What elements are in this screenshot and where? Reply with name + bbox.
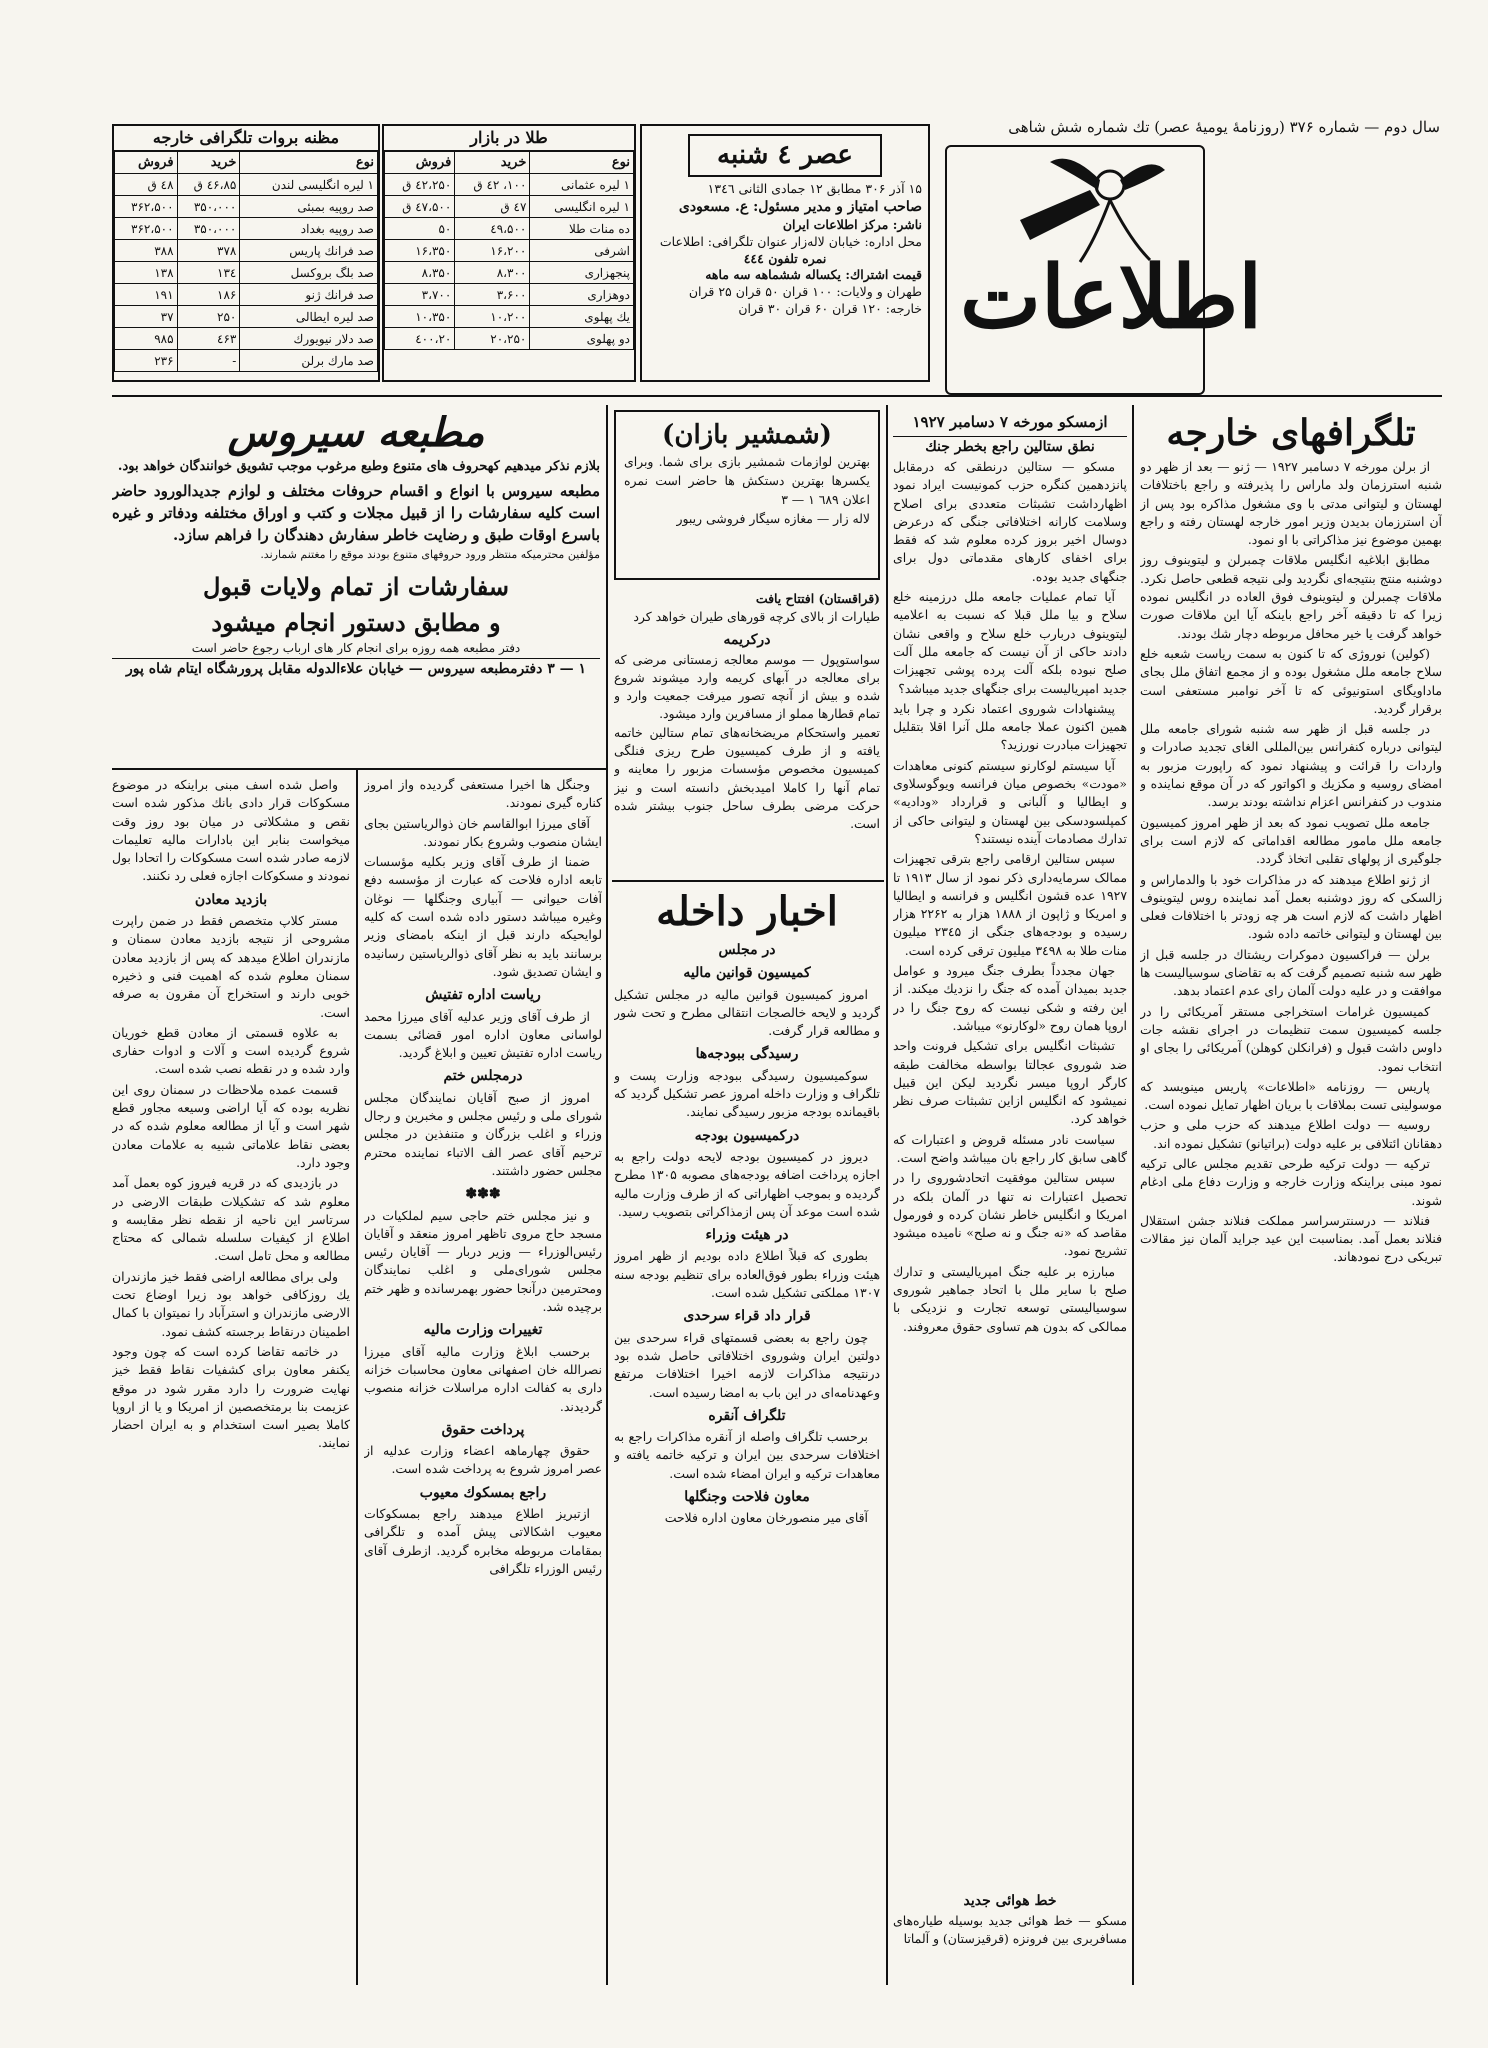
- column-divider: [1132, 405, 1134, 1985]
- gold-header: فروش: [385, 152, 455, 174]
- article-paragraph: از طرف آقای وزیر عدلیه آقای میرزا محمد لواسانی معاون اداره امور قضائی بسمت ریاست اداره تفتیش تعیین و ابلاغ گردید.: [364, 1008, 602, 1061]
- sirus-orders-line: سفارشات از تمام ولایات قبول: [203, 571, 509, 601]
- article-paragraph: ازتبریز اطلاع میدهند راجع بمسکوکات معیوب اشکالاتی پیش آمده و تلگرافی بمقامات مربوطه مخابره گردید. ازطرف آقای رئیس الوزراء تلگرافی: [364, 1505, 602, 1576]
- section-heading: بازدید معادن: [194, 891, 268, 908]
- issue-info-box: [640, 124, 930, 382]
- article-paragraph: مستر کلاپ متخصص فقط در ضمن راپرت مشروحی از نتیجه بازدید معادن سمنان و مازندران اطلاع میدهد که پس از بازدید معادن سمنان معلوم شده که اهمیت فنی و ذخیره خوبی دارند و استخراج آن مقرون به صرفه است.: [112, 913, 350, 1020]
- article-paragraph: روسیه — دولت اطلاع میدهند که حزب ملی و حزب دهقانان ائتلافی بر علیه دولت (براتیانو) تشکیل نموده اند.: [1140, 1117, 1442, 1151]
- article-paragraph: ترکیه — دولت ترکیه طرحی تقدیم مجلس عالی ترکیه نمود مبنی براینکه وزارت خارجه و وزارت دفاع ملی ادغام شوند.: [1140, 1155, 1442, 1208]
- article-paragraph: واصل شده اسف مبنی براینکه در موضوع مسکوکات قرار دادی بانك مذکور شده است نقص و مشکلاتی در میان بود روز وقت میخواست بنابر این بادارات مالیه تعلیمات لازمه صادر شده است مسکوکات را اتحادا بول نمودند و مسکوکات اجازه فعلی رد نکنند.: [112, 777, 350, 884]
- article-paragraph: فنلاند — درسنترسراسر مملکت فنلاند جشن استقلال فنلاند بعمل آمد. بمناسبت این عید جراید آلمان نیز مقالات تبریکی درج نمودهاند.: [1140, 1212, 1442, 1265]
- crimea-subheading: درکریمه: [723, 631, 771, 648]
- article-paragraph: در جلسه قبل از ظهر سه شنبه شورای جامعه ملل لیتوانی درباره کنفرانس بین‌المللی الغای تجدید صادرات و واردات را قرائت و پیشنهاد نمود که راپورت مزبور به امضای روسیه و مکزیك و اکواتور که در آن موقع نماینده و مندوب در کنفرانس اعزام نداشته بودند برسد.: [1140, 721, 1442, 810]
- exchange-rates-title: مظنه بروات تلگرافی خارجه: [114, 126, 378, 151]
- sirus-title: مطبعه سیروس: [227, 409, 485, 456]
- fencing-advert-text: بهترین لوازمات شمشیر بازی برای شما. وبرای یکسرها بهترین دستکش ها حاضر است نمره اعلان ٦٨٩ ۱ — ۳: [624, 454, 870, 507]
- gold-header: نوع: [530, 152, 634, 174]
- article-paragraph: به علاوه قسمتی از معادن قطع خوریان شروع گردیده است و آلات و ادوات حفاری وارد شده و در نقطه نصب شده است.: [112, 1024, 350, 1077]
- article-paragraph: کمیسیون غرامات استخراجی مستقر آمریکائی را در جلسه کمیسیون سمت تنظیمات در اجرای نقشه جات داوس داشت قبول و (فرانکلن کوهلن) آمریکائی را بجای او انتخاب نمود.: [1140, 1003, 1442, 1074]
- phone-line: نمره تلفون ٤٤٤: [743, 250, 827, 266]
- sirus-intro: بلازم نذکر میدهیم کهحروف های متنوع وطبع مرغوب موجب تشویق خوانندگان خواهد بود.: [117, 459, 600, 474]
- table-row: ۱ لیره عثمانی ۱۰۰، ٤۲ ق ٤۲،۲۵۰ ق: [385, 174, 634, 196]
- table-row: ۱ لیره انگلیسی لندن ٤۶،۸۵ ق ٤۸ ق: [115, 174, 378, 196]
- table-row: ده منات طلا ٤۹،۵۰۰ ۵۰: [385, 218, 634, 240]
- fencing-advert-address: لاله زار — مغازه سیگار فروشی ریبور: [676, 511, 870, 526]
- article-paragraph: جامعه ملل تصویب نمود که بعد از ظهر امروز کمیسیون جامعه ملل مامور مطالعه اقداماتی که لازم است برای جلوگیری از پولهای تقلبی اتخاذ گردد.: [1140, 814, 1442, 867]
- article-paragraph: در خاتمه تقاضا کرده است که چون وجود یکنفر معاون برای کشفیات نقاط فقط خیز نهایت ضرورت را دارد مقرر شود در موقع عزیمت بنا برمتخصصین از امریکا و یا از اروپا کاملا بصیر است استخدام و به ایران احضار نمایند.: [112, 1343, 350, 1451]
- subscription-foreign: خارجه: ۱۲۰ قران ۶۰ قران ۳۰ قران: [738, 301, 922, 317]
- section-divider: [112, 768, 606, 770]
- address-line: محل اداره: خیابان لاله‌زار عنوان تلگرافی: اطلاعات: [659, 233, 922, 249]
- article-paragraph: امروز از صبح آقایان نمایندگان مجلس شورای ملی و رئیس مجلس و مخبرین و رجال وزراء و اغلب بزرگان و متنفذین در مجلس ترحیم آقای عصر الف الاتباء نماینده محترم مجلس حضور داشتند.: [364, 1089, 602, 1178]
- sirus-office-note: دفتر مطبعه همه روزه برای انجام کار های ارباب رجوع حاضر است: [191, 640, 521, 655]
- issue-day: عصر ٤ شنبه: [688, 134, 882, 177]
- exchange-rates-box: [112, 124, 380, 382]
- table-row: صد روپیه بمبئی ۳۵۰،۰۰۰ ۳۶۲،۵۰۰: [115, 196, 378, 218]
- article-paragraph: حقوق چهارماهه اعضاء وزارت عدلیه از عصر امروز شروع به پرداخت شده است.: [364, 1443, 602, 1477]
- table-row: صد فرانك پاریس ۳۷۸ ۳۸۸: [115, 240, 378, 262]
- gold-prices-title: طلا در بازار: [384, 126, 634, 151]
- moscow-column: [893, 408, 1127, 1983]
- foreign-telegrams-title: تلگرافهای خارجه: [1166, 412, 1416, 454]
- table-row: پنجهزاری ۸،۳۰۰ ۸،۳۵۰: [385, 262, 634, 284]
- article-paragraph: از ژنو اطلاع میدهند که در مذاکرات خود با والدماراس و زالسکی که روز دوشنبه بعمل آمد نماینده روس لیتوینوف اظهار داشت که لازم است هر چه زودتر با اختلافات فعلی بین لهستان و لیتوانی خاتمه داده شود.: [1140, 871, 1442, 942]
- section-heading: در مجلس: [718, 942, 776, 958]
- article-paragraph: مبارزه بر علیه جنگ امپریالیستی و تدارك صلح با سایر ملل با اتحاد جماهیر شوروی سوسیالیستی توسعه تجارت و نزدیکی با ممالکی که بدون هم تساوی حقوق معروفند.: [893, 1263, 1127, 1334]
- fencing-advert-box: [614, 410, 880, 580]
- publisher-line: صاحب امتیاز و مدیر مسئول: ع. مسعودی: [678, 198, 922, 215]
- article-paragraph: در بازدیدی که در قریه فیروز کوه بعمل آمد معلوم شد که تشکیلات طبقات الارضی در سرتاسر این ناحیه از نقطه نظر مقایسه و اطلاع از کیفیات سلسله شمالی که محتاج مطالعه و محل تامل است.: [112, 1175, 350, 1264]
- section-heading: درکمیسیون بودجه: [694, 1127, 800, 1144]
- column-divider: [356, 770, 358, 1985]
- section-heading: در هیئت وزراء: [705, 1227, 789, 1244]
- news-line: سواستوپول — موسم معالجه زمستانی مرضی که برای معالجه در آبهای کریمه وارد میشوند شروع شده و بیش از آنچه تصور میرفت جمعیت وارد و تمام قطارها مملو از مسافرین وارد میشود.: [614, 651, 880, 722]
- section-heading: ✽✽✽: [465, 1186, 501, 1203]
- mines-news-column: [112, 776, 350, 1981]
- article-paragraph: سیاست نادر مسئله قروض و اعتبارات که گاهی سابق کار راجع بان میباشد واضح است.: [893, 1131, 1127, 1165]
- news-line: تعمیر واستحکام مریضخانه‌های تمام ستالین خاتمه یافته و از طرف کمیسیون طرح ریزی فنلگی کمیسیون مخصوص مؤسسات مزبور را معاینه و تمام آنها را کاملا امیدبخش دانسته است و نیز حرکت مرضی بطرف ساحل جنوب بیشتر شده است.: [614, 724, 880, 832]
- article-paragraph: ولی برای مطالعه اراضی فقط خیز مازندران یك روزکافی خواهد بود زیرا اوضاع تحت الارضی مازندران و استرآباد را نمیتوان با کمال اطمینان درنقاط برجسته کشف نمود.: [112, 1268, 350, 1339]
- article-paragraph: مطابق ابلاغیه انگلیس ملاقات چمبرلن و لیتوینوف روز دوشنبه منتج بنتیجه‌ای نگردید ولی نتیجه قطعی حاصل نکرد. ملاقات چمبرلن و لیتوینوف فوق العاده در انگلیس نموده زیرا که تا دقیقه آخر راجع باینکه آیا این ملاقات صورت خواهد گرفت یا خیر محافل مربوطه دچار شك بودند.: [1140, 552, 1442, 641]
- foreign-telegrams-column: [1140, 408, 1442, 1983]
- article-paragraph: آیا تمام عملیات جامعه ملل درزمینه خلع سلاح و بیا ملل قبلا که نسبت به اعلامیه لیتوینوف دربارب خلع سلاح و واقعی نشان دادند حاکی از آن نیست که جامعه ملل آلت صلح نبوده بلکه آلت پرده پوشی تجهیزات جدید امپریالیست برای جنگهای جدید میباشد؟: [893, 589, 1127, 696]
- ministry-news-column: [364, 776, 602, 1981]
- article-paragraph: سپس ستالین ارقامی راجع بترقی تجهیزات ممالک سرمایه‌داری ذکر نمود از سال ۱۹۱۳ تا ۱۹۲۷ عده قشون انگلیس و فرانسه و ایطالیا و امریکا و ژاپون از ۱۸۸۸ هزار به ۲۲۶۲ هزار رسیده و بودجه‌های جنگی از ۲۳٤۵ میلیون منات طلا به ۳٤۹۸ میلیون ترقی کرده است.: [893, 851, 1127, 958]
- foreign-telegrams-body: [1140, 458, 1442, 1978]
- article-paragraph: وجنگل ها اخیرا مستعفی گردیده واز امروز کناره گیری نمودند.: [364, 777, 602, 811]
- sirus-orders-line: و مطابق دستور انجام میشود: [211, 607, 501, 637]
- section-heading: قرار داد قراء سرحدی: [683, 1308, 811, 1325]
- section-heading: پرداخت حقوق: [441, 1421, 525, 1438]
- article-paragraph: امروز کمیسیون قوانین مالیه در مجلس تشکیل گردید و لایحه خالصجات انتقالی مطرح و تحت شور و مطالعه قرار گرفت.: [614, 986, 880, 1039]
- section-divider: [612, 880, 884, 882]
- fencing-advert-title: (شمشیر بازان): [662, 420, 832, 450]
- subscription-title: قیمت اشتراك: یکساله ششماهه سه ماهه: [705, 267, 922, 283]
- table-row: صد فرانك ژنو ۱۸۶ ۱۹۱: [115, 284, 378, 306]
- sirus-address: ۱ — ۳ دفترمطبعه سیروس — خیابان علاءالدوله مقابل پرورشگاه ایتام شاه پور: [112, 658, 600, 677]
- table-row: صد لیره ایطالی ۲۵۰ ۳۷: [115, 306, 378, 328]
- exchange-rates-table: [114, 151, 378, 372]
- article-paragraph: چون راجع به بعضی قسمتهای قراء سرحدی بین دولتین ایران وشوروی اختلافاتی حاصل شده بود درنتیجه مذاکرات لازمه اخیرا اختلافات مرتفع وعهدنامه‌ای در این باب به امضا رسیده است.: [614, 1329, 880, 1400]
- ministry-news-body: [364, 776, 602, 1976]
- moscow-headline: نطق ستالین راجع بخطر جنك: [893, 436, 1127, 455]
- article-paragraph: بطوری که قبلاً اطلاع داده بودیم از ظهر امروز هیئت وزراء بطور فوق‌العاده برای تنظیم بودجه سنه ۱۳۰۷ مملکتی تشکیل شده است.: [614, 1248, 880, 1301]
- section-heading: تلگراف آنقره: [708, 1407, 786, 1424]
- masthead-divider: [112, 395, 1442, 397]
- gold-prices-table: [384, 151, 634, 350]
- section-heading: رسیدگی ببودجه‌ها: [695, 1046, 799, 1063]
- section-heading: معاون فلاحت وجنگلها: [684, 1489, 810, 1506]
- article-paragraph: آقای میر منصورخان معاون اداره فلاحت: [664, 1510, 868, 1526]
- table-row: یك پهلوی ۱۰،۲۰۰ ۱۰،۳۵۰: [385, 306, 634, 328]
- table-row: اشرفی ۱۶،۲۰۰ ۱۶،۳۵۰: [385, 240, 634, 262]
- organization-line: ناشر: مرکز اطلاعات ایران: [782, 216, 922, 232]
- article-paragraph: قسمت عمده ملاحظات در سمنان روی این نظریه بوده که آیا اراضی وسیعه مجاور قطع شهر است و آیا از مطالعه معلوم شده که در بعضی نقاط علاماتی شبیه به علامات معادن وجود دارد.: [112, 1081, 350, 1170]
- air-line-headline: خط هوائی جدید: [963, 1893, 1057, 1909]
- table-row: صد مارك برلن - ۲۳۶: [115, 350, 378, 372]
- moscow-dateline: ازمسکو مورخه ۷ دسامبر ۱۹۲۷: [912, 413, 1108, 431]
- article-paragraph: جهان مجدداً بطرف جنگ میرود و عوامل جدید بمیدان آمده که جنگ را نزدیك میکند. از این رفته و شکی نیست که روح جنگ را در اروپا همان روح «لوکارنو» میباشد.: [893, 963, 1127, 1033]
- article-paragraph: پیشنهادات شوروی اعتماد نکرد و چرا باید همین اکنون عملا جامعه ملل آنرا اقلا بتقلیل تجهیزات مبادرت نورزید؟: [893, 700, 1127, 753]
- article-paragraph: ضمنا از طرف آقای وزیر بکلیه مؤسسات تابعه اداره فلاحت که عبارت از مؤسسه دفع آفات حیوانی — آبیاری وجنگلها — نوغان وغیره میباشد دستور داده شده است که کلیه لوایحیکه دارند قبل از اینکه بامضای وزیر برسانند باید به نظر آقای ذوالریاستین رسانیده و ایشان تصدیق شود.: [364, 854, 602, 979]
- column-divider: [606, 405, 608, 1985]
- subscription-domestic: طهران و ولایات: ۱۰۰ قران ۵۰ قران ۲۵ قران: [688, 284, 922, 300]
- article-paragraph: آقای میرزا ابوالقاسم خان ذوالریاستین بجای ایشان منصوب وشروع بکار نمودند.: [364, 815, 602, 849]
- article-paragraph: دیروز در کمیسیون بودجه لایحه دولت راجع به اجازه پرداخت اضافه بودجه‌های مصوبه ۱۳۰۵ مطرح گردیده و بموجب اظهاراتی که از طرف وزارت مالیه شده است موعد آن پس ازمذاکراتی بتصویب رسید.: [614, 1148, 880, 1219]
- gold-header: خرید: [455, 152, 530, 174]
- article-paragraph: مسکو — ستالین درنطقی که درمقابل پانزدهمین کنگره حزب کمونیست ایراد نمود اظهارداشت تشبثات متعددی برای اصلاح وسلامت کارانه اختلافاتی جنگی که درعرض دوسال اخیر بروز کرده معلوم شد که فقط برای اخفای کارهای مقدماتی دول برای جنگهای جدید بوده.: [893, 459, 1127, 584]
- issue-date: ۱۵ آذر ۳۰۶ مطابق ۱۲ جمادی الثانی ۱۳٤٦: [707, 181, 922, 197]
- fx-header: نوع: [240, 152, 378, 174]
- gold-prices-box: [382, 124, 636, 382]
- article-paragraph: پاریس — روزنامه «اطلاعات» پاریس مینویسد که موسولینی تست بملاقات با بریان اظهار تمایل نموده است.: [1140, 1078, 1442, 1113]
- article-paragraph: سپس ستالین موفقیت اتحادشوروی را در تحصیل اعتبارات نه تنها در آلمان بلکه در امریکا و انگلیس خاطر نشان کرده و فورمول مقاصد که «نه جنگ و نه صلح» نامیده میشود تشریح نمود.: [893, 1170, 1127, 1259]
- article-paragraph: برحسب تلگراف واصله از آنقره مذاکرات راجع به اختلافات سرحدی بین ایران و ترکیه خاتمه یافته و معاهدات ترکیه و ایران امضاء شده است.: [614, 1429, 880, 1481]
- newspaper-logo: اطلاعات: [960, 247, 1263, 348]
- sirus-note: مؤلفین محترمیکه منتظر ورود حروفهای متنوع بودند موقع را مغتنم شمارند.: [260, 548, 600, 562]
- article-paragraph: از برلن مورخه ۷ دسامبر ۱۹۲۷ — ژنو — بعد از ظهر دو شنبه استرزمان ولد ماراس را پذیرفته و راجع باختلافات لهستان و لیتوانی مدتی با وی مشغول مذاکره بود پس از آن استرزمان بدیدن وزیر امور خارجه لهستان رفته و راجع بهمین موضوع نیز مذاکراتی با او نمود.: [1140, 459, 1442, 548]
- table-row: دوهزاری ۳،۶۰۰ ۳،۷۰۰: [385, 284, 634, 306]
- table-row: صد روپیه بغداد ۳۵۰،۰۰۰ ۳۶۲،۵۰۰: [115, 218, 378, 240]
- air-line-text: مسکو — خط هوائی جدید بوسیله طیاره‌های مسافربری بین فرونزه (قرقیزستان) و آلماتا: [893, 1913, 1127, 1947]
- article-paragraph: برحسب ابلاغ وزارت مالیه آقای میرزا نصرالله خان اصفهانی معاون محاسبات خزانه داری به کفالت اداره مراسلات خزانه منصوب گردیدند.: [364, 1343, 602, 1414]
- crimea-news: [614, 590, 880, 860]
- moscow-body: [893, 458, 1127, 1888]
- article-paragraph: سوکمیسیون رسیدگی ببودجه وزارت پست و تلگراف و وزارت داخله امروز عصر تشکیل گردید که باقیمانده بودجه مزبور رسیدگی نمایند.: [614, 1067, 880, 1120]
- domestic-news-column: [614, 888, 880, 1983]
- section-heading: ریاست اداره تفتیش: [425, 987, 541, 1004]
- article-paragraph: و نیز مجلس ختم حاجی سیم لملکیات در مسجد حاج مروی تاظهر امروز منعقد و آقایان رئیس‌الوزراء — وزیر دربار — آقایان رئیس مجلس شورای‌ملی و اغلب نمایندگان ومحترمین درآنجا حضور بهمرسانده و ظهر ختم برچیده شد.: [364, 1207, 602, 1315]
- table-row: صد بلگ بروکسل ۱۳٤ ۱۳۸: [115, 262, 378, 284]
- section-heading: کمیسیون قوانین مالیه: [683, 965, 811, 982]
- table-row: دو پهلوی ۲۰،۲۵۰ ۲۰،٤۰۰: [385, 328, 634, 350]
- mines-news-body: [112, 776, 350, 1976]
- fx-header: فروش: [115, 152, 178, 174]
- table-row: ۱ لیره انگلیسی ٤۷ ق ٤۷،۵۰۰ ق: [385, 196, 634, 218]
- domestic-news-body: [614, 936, 880, 1966]
- section-heading: تغییرات وزارت مالیه: [423, 1322, 543, 1339]
- news-line: طیارات از بالای کرچه قورهای طیران خواهد کرد: [633, 609, 880, 625]
- section-heading: درمجلس ختم: [443, 1068, 523, 1085]
- domestic-news-title: اخبار داخله: [656, 888, 838, 935]
- section-heading: راجع بمسکوك معیوب: [419, 1484, 547, 1501]
- article-paragraph: آیا سیستم لوکارنو سیستم کنونی معاهدات «مودت» بخصوص میان فرانسه ویوگوسلاوی و ایطالیا و آلبانی و قرارداد «ودادیه» کمپلسودسکی بین لهستان و لیتوانی حاکی از تدارك مصادمات آینده نیستند؟: [893, 757, 1127, 846]
- news-line: (قراقستان) افتتاح یافت: [755, 591, 880, 606]
- article-paragraph: تشبثات انگلیس برای تشکیل فرونت واحد ضد شوروی عجالتا بواسطه مخالفت طبقه کارگر اروپا میسر نگردید لیکن این قبیل نمیشود که انگلیس ازاین تشبثات صرف نظر خواهد کرد.: [893, 1038, 1127, 1127]
- issue-header-line: سال دوم — شماره ۳۷۶ (روزنامهٔ یومیهٔ عصر) تك شماره شش شاهی: [1008, 118, 1440, 136]
- sirus-services: مطبعه سیروس با انواع و اقسام حروفات مختلف و لوازم جدیدالورود حاضر است کلیه سفارشات را از قبیل مجلات و کتب و اوراق مختلفه ودفاتر و غیره باسرع اوقات طبق و رضایت خاطر سفارش دهندگان را فراهم سازد.: [112, 482, 600, 545]
- fx-header: خرید: [177, 152, 240, 174]
- article-paragraph: (کولین) نوروژی که تا کنون به سمت ریاست شعبه خلع سلاح جامعه ملل مشغول بوده و از مجمع اتفاق ملل بجای ماداویگای استونیوئی که تا آخر نوامبر مستعفی است برقرار گردید.: [1140, 645, 1442, 716]
- sirus-printing-advert: [112, 408, 600, 763]
- table-row: صد دلار نیویورك ٤۶۳ ۹۸۵: [115, 328, 378, 350]
- article-paragraph: برلن — فراکسیون دموکرات ریشتاك در جلسه قبل از ظهر سه شنبه تصمیم گرفت که به تقاضای سوسیالیست ها موافقت و در علیه دولت آلمان رای عدم اعتماد بدهد.: [1140, 946, 1442, 999]
- column-divider: [886, 405, 888, 1985]
